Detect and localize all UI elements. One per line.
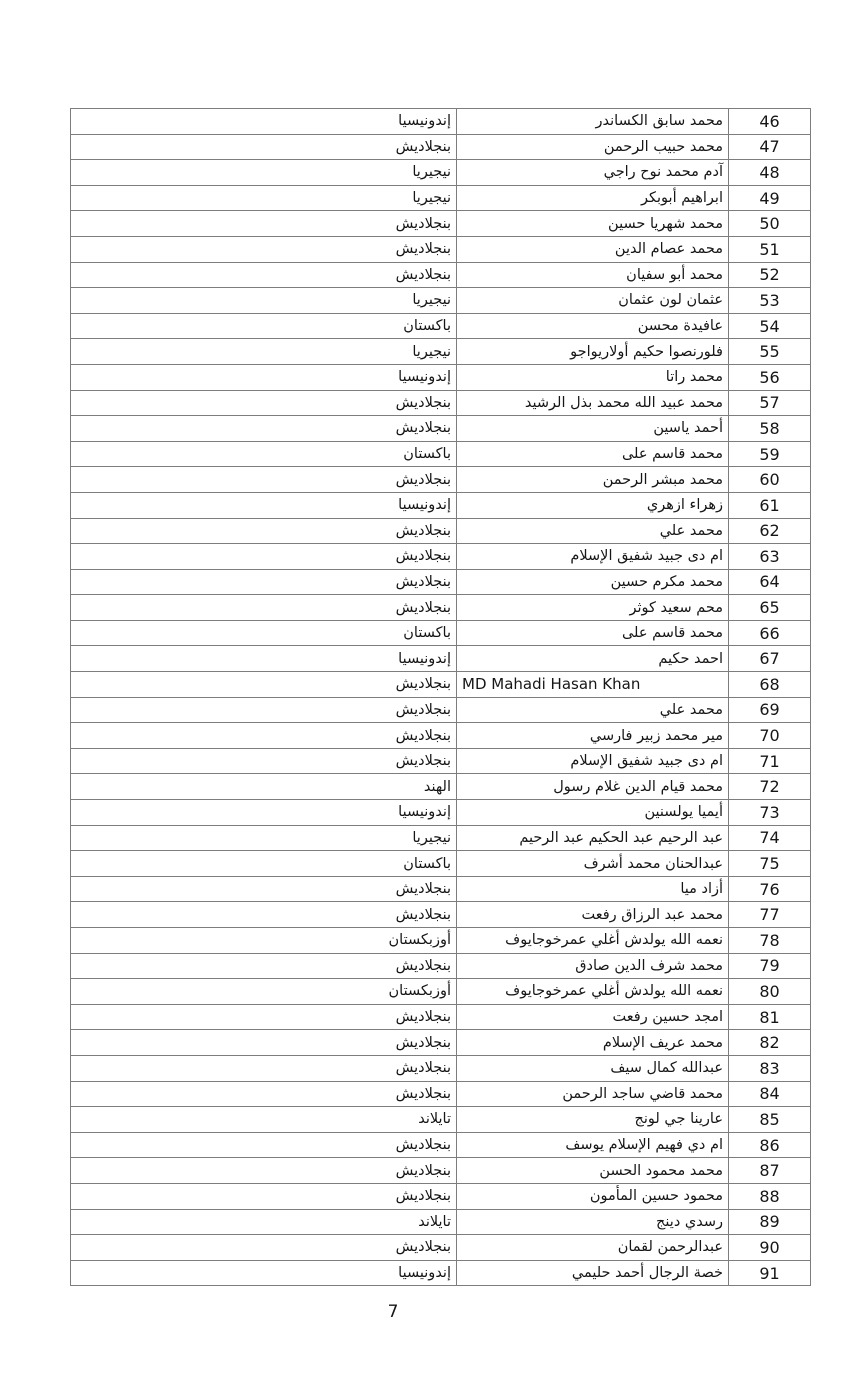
serial-cell: 65 xyxy=(729,595,811,621)
serial-cell: 52 xyxy=(729,262,811,288)
country-cell: بنجلاديش xyxy=(71,953,457,979)
name-cell: آدم محمد نوح راجي xyxy=(457,160,729,186)
table-row xyxy=(71,697,811,723)
table-row xyxy=(71,211,811,237)
serial-cell: 91 xyxy=(729,1260,811,1286)
table-row xyxy=(71,134,811,160)
name-cell: محم سعيد كوثر xyxy=(457,595,729,621)
table-row xyxy=(71,1107,811,1133)
serial-cell: 82 xyxy=(729,1030,811,1056)
table-row xyxy=(71,1030,811,1056)
name-cell: رسدي دينج xyxy=(457,1209,729,1235)
serial-cell: 72 xyxy=(729,774,811,800)
name-cell: محمد راتا xyxy=(457,364,729,390)
serial-cell: 79 xyxy=(729,953,811,979)
serial-cell: 90 xyxy=(729,1235,811,1261)
table-row xyxy=(71,1260,811,1286)
table-row xyxy=(71,748,811,774)
table-row xyxy=(71,1158,811,1184)
country-cell: نيجيريا xyxy=(71,825,457,851)
serial-cell: 87 xyxy=(729,1158,811,1184)
table-row xyxy=(71,1183,811,1209)
name-cell: خصة الرجال أحمد حليمي xyxy=(457,1260,729,1286)
table-row xyxy=(71,902,811,928)
country-cell: بنجلاديش xyxy=(71,697,457,723)
serial-cell: 58 xyxy=(729,416,811,442)
name-cell: MD Mahadi Hasan Khan xyxy=(457,672,729,698)
page-number: 7 xyxy=(387,1302,399,1322)
country-cell: نيجيريا xyxy=(71,185,457,211)
name-cell: مير محمد زبير فارسي xyxy=(457,723,729,749)
country-cell: بنجلاديش xyxy=(71,211,457,237)
country-cell: تايلاند xyxy=(71,1209,457,1235)
country-cell: باكستان xyxy=(71,851,457,877)
serial-cell: 63 xyxy=(729,544,811,570)
country-cell: بنجلاديش xyxy=(71,569,457,595)
table-row xyxy=(71,1081,811,1107)
serial-cell: 84 xyxy=(729,1081,811,1107)
table-row xyxy=(71,1235,811,1261)
table-row xyxy=(71,953,811,979)
roster-table xyxy=(70,108,811,1286)
name-cell: عارينا جي لونج xyxy=(457,1107,729,1133)
table-row xyxy=(71,518,811,544)
country-cell: بنجلاديش xyxy=(71,416,457,442)
table-row xyxy=(71,595,811,621)
table-row xyxy=(71,492,811,518)
table-row xyxy=(71,109,811,135)
country-cell: بنجلاديش xyxy=(71,236,457,262)
name-cell: محمد عبد الرزاق رفعت xyxy=(457,902,729,928)
name-cell: امجد حسين رفعت xyxy=(457,1004,729,1030)
country-cell: الهند xyxy=(71,774,457,800)
name-cell: محمد سابق الكساندر xyxy=(457,109,729,135)
serial-cell: 75 xyxy=(729,851,811,877)
serial-cell: 57 xyxy=(729,390,811,416)
country-cell: نيجيريا xyxy=(71,339,457,365)
name-cell: ابراهيم أبوبكر xyxy=(457,185,729,211)
serial-cell: 47 xyxy=(729,134,811,160)
serial-cell: 51 xyxy=(729,236,811,262)
table-row xyxy=(71,800,811,826)
name-cell: محمد عبيد الله محمد بذل الرشيد xyxy=(457,390,729,416)
country-cell: بنجلاديش xyxy=(71,518,457,544)
country-cell: أوزبكستان xyxy=(71,928,457,954)
serial-cell: 74 xyxy=(729,825,811,851)
country-cell: إندونيسيا xyxy=(71,492,457,518)
name-cell: محمد أبو سفيان xyxy=(457,262,729,288)
country-cell: بنجلاديش xyxy=(71,544,457,570)
table-row xyxy=(71,441,811,467)
table-row xyxy=(71,620,811,646)
serial-cell: 54 xyxy=(729,313,811,339)
country-cell: باكستان xyxy=(71,313,457,339)
serial-cell: 56 xyxy=(729,364,811,390)
name-cell: نعمه الله يولدش أغلي عمرخوجايوف xyxy=(457,979,729,1005)
name-cell: محمد شرف الدين صادق xyxy=(457,953,729,979)
country-cell: بنجلاديش xyxy=(71,876,457,902)
name-cell: محمد محمود الحسن xyxy=(457,1158,729,1184)
country-cell: بنجلاديش xyxy=(71,1004,457,1030)
name-cell: عبدالرحمن لقمان xyxy=(457,1235,729,1261)
country-cell: بنجلاديش xyxy=(71,672,457,698)
serial-cell: 62 xyxy=(729,518,811,544)
country-cell: بنجلاديش xyxy=(71,1055,457,1081)
serial-cell: 46 xyxy=(729,109,811,135)
name-cell: محمد عصام الدين xyxy=(457,236,729,262)
serial-cell: 48 xyxy=(729,160,811,186)
table-row xyxy=(71,774,811,800)
name-cell: أحمد ياسين xyxy=(457,416,729,442)
table-row xyxy=(71,1209,811,1235)
serial-cell: 85 xyxy=(729,1107,811,1133)
table-row xyxy=(71,876,811,902)
name-cell: عثمان لون عثمان xyxy=(457,288,729,314)
table-row xyxy=(71,390,811,416)
country-cell: بنجلاديش xyxy=(71,1030,457,1056)
name-cell: محمد قاسم على xyxy=(457,441,729,467)
serial-cell: 67 xyxy=(729,646,811,672)
name-cell: عبد الرحيم عبد الحكيم عبد الرحيم xyxy=(457,825,729,851)
serial-cell: 71 xyxy=(729,748,811,774)
table-row xyxy=(71,569,811,595)
table-row xyxy=(71,646,811,672)
table-row xyxy=(71,979,811,1005)
table-row xyxy=(71,1132,811,1158)
serial-cell: 49 xyxy=(729,185,811,211)
name-cell: محمد قاسم على xyxy=(457,620,729,646)
serial-cell: 81 xyxy=(729,1004,811,1030)
name-cell: أيميا يولسنين xyxy=(457,800,729,826)
country-cell: باكستان xyxy=(71,620,457,646)
country-cell: إندونيسيا xyxy=(71,1260,457,1286)
name-cell: فلورنصوا حكيم أولاريواجو xyxy=(457,339,729,365)
country-cell: بنجلاديش xyxy=(71,902,457,928)
name-cell: محمد قاضي ساجد الرحمن xyxy=(457,1081,729,1107)
country-cell: بنجلاديش xyxy=(71,134,457,160)
table-row xyxy=(71,723,811,749)
table-row xyxy=(71,262,811,288)
country-cell: بنجلاديش xyxy=(71,390,457,416)
name-cell: محمد مبشر الرحمن xyxy=(457,467,729,493)
table-row xyxy=(71,236,811,262)
country-cell: بنجلاديش xyxy=(71,1235,457,1261)
country-cell: باكستان xyxy=(71,441,457,467)
name-cell: ام دى جبيد شفيق الإسلام xyxy=(457,748,729,774)
name-cell: احمد حكيم xyxy=(457,646,729,672)
table-row xyxy=(71,672,811,698)
serial-cell: 53 xyxy=(729,288,811,314)
name-cell: عبدالحنان محمد أشرف xyxy=(457,851,729,877)
table-row xyxy=(71,467,811,493)
serial-cell: 83 xyxy=(729,1055,811,1081)
serial-cell: 70 xyxy=(729,723,811,749)
country-cell: إندونيسيا xyxy=(71,800,457,826)
table-row xyxy=(71,288,811,314)
country-cell: بنجلاديش xyxy=(71,1132,457,1158)
country-cell: نيجيريا xyxy=(71,160,457,186)
serial-cell: 80 xyxy=(729,979,811,1005)
name-cell: محمود حسين المأمون xyxy=(457,1183,729,1209)
table-row xyxy=(71,313,811,339)
country-cell: بنجلاديش xyxy=(71,467,457,493)
serial-cell: 89 xyxy=(729,1209,811,1235)
table-row xyxy=(71,1004,811,1030)
country-cell: نيجيريا xyxy=(71,288,457,314)
country-cell: بنجلاديش xyxy=(71,595,457,621)
serial-cell: 59 xyxy=(729,441,811,467)
name-cell: زهراء ازهري xyxy=(457,492,729,518)
country-cell: بنجلاديش xyxy=(71,1081,457,1107)
table-row xyxy=(71,851,811,877)
serial-cell: 68 xyxy=(729,672,811,698)
country-cell: بنجلاديش xyxy=(71,723,457,749)
name-cell: عبدالله كمال سيف xyxy=(457,1055,729,1081)
serial-cell: 88 xyxy=(729,1183,811,1209)
name-cell: محمد علي xyxy=(457,518,729,544)
name-cell: محمد عريف الإسلام xyxy=(457,1030,729,1056)
name-cell: نعمه الله يولدش أغلي عمرخوجايوف xyxy=(457,928,729,954)
serial-cell: 61 xyxy=(729,492,811,518)
serial-cell: 55 xyxy=(729,339,811,365)
country-cell: بنجلاديش xyxy=(71,1158,457,1184)
name-cell: محمد شهريا حسين xyxy=(457,211,729,237)
table-row xyxy=(71,928,811,954)
country-cell: بنجلاديش xyxy=(71,1183,457,1209)
country-cell: بنجلاديش xyxy=(71,748,457,774)
name-cell: عافيدة محسن xyxy=(457,313,729,339)
name-cell: ام دى جبيد شفيق الإسلام xyxy=(457,544,729,570)
serial-cell: 69 xyxy=(729,697,811,723)
serial-cell: 66 xyxy=(729,620,811,646)
table-row xyxy=(71,1055,811,1081)
name-cell: أزاد ميا xyxy=(457,876,729,902)
serial-cell: 64 xyxy=(729,569,811,595)
serial-cell: 73 xyxy=(729,800,811,826)
name-cell: محمد قيام الدين غلام رسول xyxy=(457,774,729,800)
serial-cell: 77 xyxy=(729,902,811,928)
name-cell: محمد علي xyxy=(457,697,729,723)
table-row xyxy=(71,416,811,442)
table-row xyxy=(71,160,811,186)
country-cell: بنجلاديش xyxy=(71,262,457,288)
name-cell: ام دي فهيم الإسلام يوسف xyxy=(457,1132,729,1158)
table-row xyxy=(71,185,811,211)
serial-cell: 86 xyxy=(729,1132,811,1158)
table-row xyxy=(71,339,811,365)
serial-cell: 50 xyxy=(729,211,811,237)
table-row xyxy=(71,825,811,851)
name-cell: محمد حبيب الرحمن xyxy=(457,134,729,160)
country-cell: إندونيسيا xyxy=(71,364,457,390)
table-row xyxy=(71,364,811,390)
table-row xyxy=(71,544,811,570)
serial-cell: 78 xyxy=(729,928,811,954)
country-cell: تايلاند xyxy=(71,1107,457,1133)
serial-cell: 60 xyxy=(729,467,811,493)
roster-table-body xyxy=(71,109,811,1286)
country-cell: إندونيسيا xyxy=(71,109,457,135)
country-cell: أوزبكستان xyxy=(71,979,457,1005)
serial-cell: 76 xyxy=(729,876,811,902)
country-cell: إندونيسيا xyxy=(71,646,457,672)
name-cell: محمد مكرم حسين xyxy=(457,569,729,595)
